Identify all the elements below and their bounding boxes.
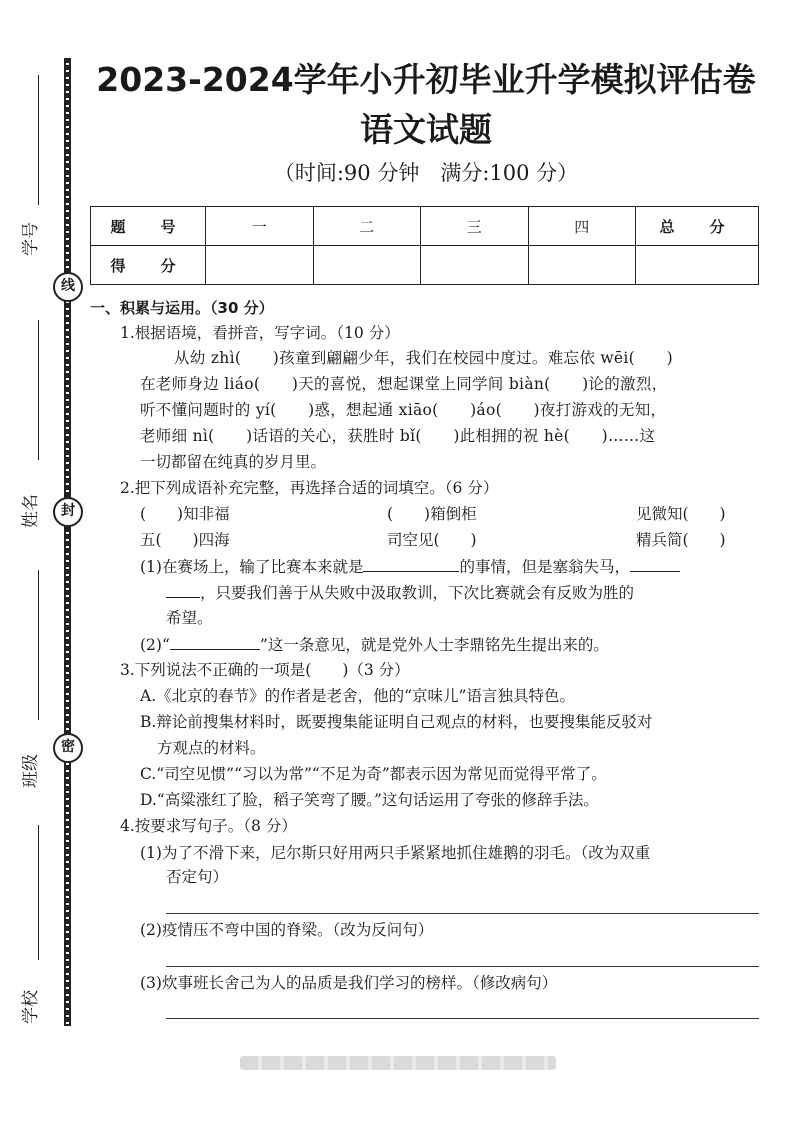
binding-line [64, 58, 71, 1026]
stamp-feng: 封 [53, 497, 83, 527]
score-table-header-row [91, 207, 759, 246]
score-input-cell[interactable] [313, 246, 421, 285]
idiom-item[interactable]: 见微知( ) [636, 505, 726, 523]
stamp-mi: 密 [53, 733, 83, 763]
footer-watermark [240, 1056, 556, 1070]
option-a[interactable]: A.《北京的春节》的作者是老舍，他的“京味儿”语言独具特色。 [140, 687, 575, 705]
question-1-prompt: 1.根据语境，看拼音，写字词。（10 分） [120, 324, 400, 342]
field-line-banji [38, 570, 39, 720]
exam-title: 2023-2024学年小升初毕业升学模拟评估卷 [96, 60, 756, 99]
stamp-xian: 线 [53, 272, 83, 302]
idiom-item[interactable]: ( )箱倒柜 [387, 505, 477, 523]
score-input-cell[interactable] [421, 246, 529, 285]
question-4-prompt: 4.按要求写句子。（8 分） [120, 817, 297, 835]
section-heading: 一、积累与运用。（30 分） [90, 299, 274, 317]
question-2-prompt: 2.把下列成语补充完整，再选择合适的词填空。（6 分） [120, 479, 499, 497]
answer-line[interactable] [166, 1018, 759, 1019]
question-4-sub3: (3)炊事班长舍己为人的品质是我们学习的榜样。（修改病句） [140, 974, 558, 992]
idiom-item[interactable]: 精兵简( ) [636, 531, 726, 549]
score-table-cell: 得 分 [91, 246, 206, 285]
score-input-cell[interactable] [636, 246, 759, 285]
option-d[interactable]: D.“高粱涨红了脸，稻子笑弯了腰。”这句话运用了夸张的修辞手法。 [140, 791, 599, 809]
score-table-score-row [91, 246, 759, 285]
question-2-sub1 [140, 555, 680, 578]
fill-blank[interactable] [363, 555, 459, 572]
score-table-cell: 题 号 [91, 207, 206, 246]
idiom-item[interactable]: 五( )四海 [140, 531, 230, 549]
field-line-xingming [38, 320, 39, 460]
fill-blank[interactable] [630, 555, 680, 572]
idiom-item[interactable]: ( )知非福 [140, 505, 230, 523]
question-2-sub2 [140, 633, 609, 656]
answer-line[interactable] [166, 966, 759, 967]
field-line-xuexiao [38, 825, 39, 960]
question-2-sub1-cont [166, 581, 634, 604]
option-c[interactable]: C.“司空见惯”“习以为常”“不足为奇”都表示因为常见而觉得平常了。 [140, 765, 607, 783]
question-4-sub1: (1)为了不滑下来，尼尔斯只好用两只手紧紧地抓住雄鹅的羽毛。（改为双重 [140, 844, 651, 862]
score-table-cell: 三 [421, 207, 529, 246]
option-b-cont: 方观点的材料。 [157, 739, 266, 757]
question-3-prompt: 3.下列说法不正确的一项是( )（3 分） [120, 661, 410, 679]
question-2-sub1-text: 的事情，但是塞翁失马， [459, 558, 630, 576]
field-line-xuehao [38, 75, 39, 205]
question-2-sub1-end: 希望。 [166, 609, 213, 627]
question-4-sub2: (2)疫情压不弯中国的脊梁。（改为反问句） [140, 921, 434, 939]
score-table-cell: 一 [206, 207, 314, 246]
idiom-item[interactable]: 司空见( ) [387, 531, 477, 549]
exam-subject: 语文试题 [360, 110, 492, 149]
question-1-line: 一切都留在纯真的岁月里。 [140, 453, 327, 471]
question-2-sub2-text: (2)“ [140, 636, 170, 654]
score-input-cell[interactable] [528, 246, 636, 285]
fill-blank[interactable] [170, 633, 260, 650]
question-1-line: 老师细 nì( )话语的关心，获胜时 bǐ( )此相拥的祝 hè( )……这 [140, 427, 656, 445]
question-2-sub1-text: (1)在赛场上，输了比赛本来就是 [140, 558, 364, 576]
answer-line[interactable] [166, 913, 759, 914]
field-label-xingming: 姓名 [21, 494, 41, 528]
score-table-cell: 二 [313, 207, 421, 246]
question-1-line: 听不懂问题时的 yí( )惑，想起通 xiāo( )áo( )夜打游戏的无知， [140, 401, 667, 419]
score-table [90, 206, 759, 285]
score-table-cell: 总 分 [636, 207, 759, 246]
exam-time-score: （时间:90 分钟 满分:100 分） [273, 161, 579, 185]
question-1-line: 从幼 zhì( )孩童到翩翩少年，我们在校园中度过。难忘依 wēi( ) [174, 349, 673, 367]
question-1-line: 在老师身边 liáo( )天的喜悦，想起课堂上同学间 biàn( )论的激烈， [140, 375, 668, 393]
score-input-cell[interactable] [206, 246, 314, 285]
score-table-cell: 四 [528, 207, 636, 246]
question-2-sub1-text: ，只要我们善于从失败中汲取教训，下次比赛就会有反败为胜的 [200, 584, 635, 602]
question-2-sub2-text: ”这一条意见，就是党外人士李鼎铭先生提出来的。 [259, 636, 609, 654]
fill-blank[interactable] [166, 581, 200, 598]
field-label-xuexiao: 学校 [21, 990, 41, 1024]
field-label-banji: 班级 [21, 754, 41, 788]
option-b[interactable]: B.辩论前搜集材料时，既要搜集能证明自己观点的材料，也要搜集能反驳对 [140, 713, 653, 731]
question-4-sub1-cont: 否定句） [166, 868, 229, 886]
field-label-xuehao: 学号 [21, 222, 41, 256]
